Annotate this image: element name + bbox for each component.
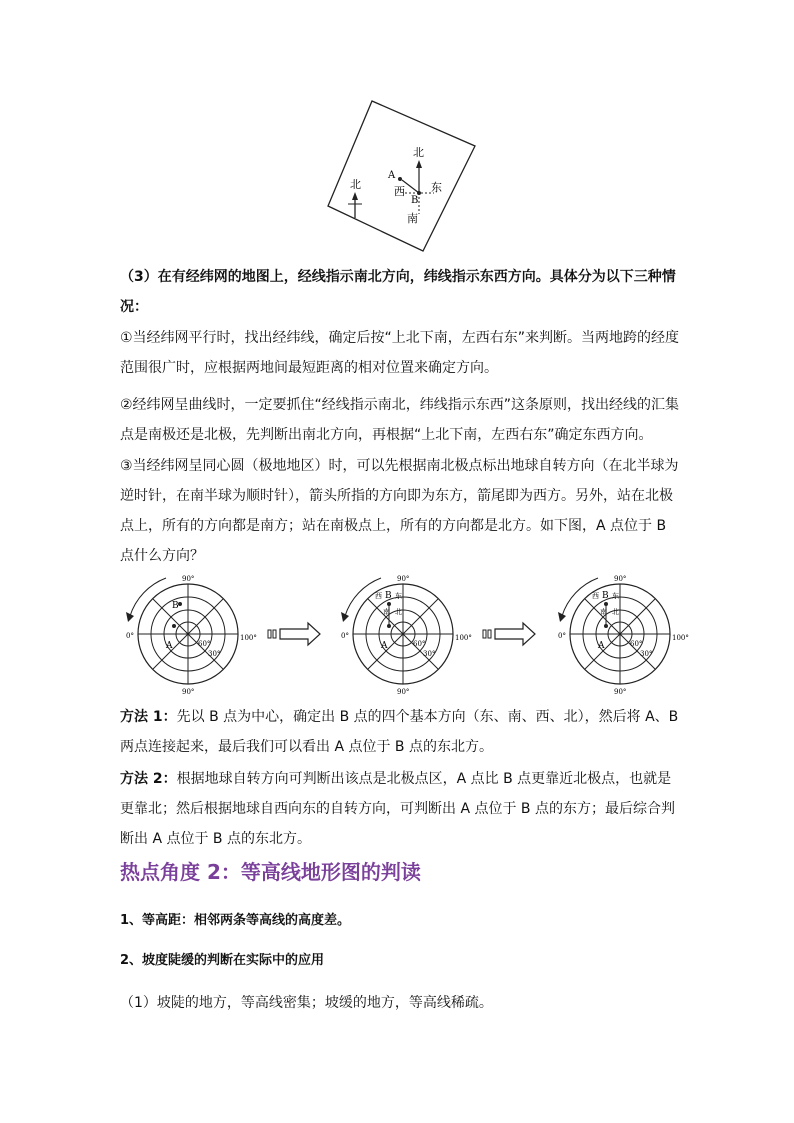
lon30-label: 30° (640, 650, 653, 658)
b-south-label: 南 (600, 608, 607, 616)
b-north-label: 北 (612, 608, 619, 616)
section-heading: 热点角度 2：等高线地形图的判读 (120, 860, 421, 884)
lon100-label: 100° (240, 634, 257, 642)
polar-diagram-2 (341, 575, 472, 696)
b-south-label: 南 (383, 608, 390, 616)
method-2 (120, 764, 680, 854)
lat90-bottom-label: 90° (182, 688, 195, 696)
lon100-label: 100° (672, 634, 689, 642)
lat90-top-label: 90° (397, 575, 410, 583)
subsection-1: 1、等高距：相邻两条等高线的高度差。 (120, 913, 351, 928)
lon0-label: 0° (126, 632, 134, 640)
lat90-bottom-label: 90° (397, 688, 410, 696)
item-3: （3）在有经纬网的地图上，经线指示南北方向，纬线指示东西方向。具体分为以下三种情况： (120, 269, 676, 315)
arrow-right-1 (268, 623, 320, 645)
lat90-top-label: 90° (182, 575, 195, 583)
item-parallel: ①当经纬网平行时，找出经纬线，确定后按“上北下南，左西右东”来判断。当两地跨的经度范围很广时，应根据两地间最短距离的相对位置来确定方向。 (120, 330, 680, 376)
arrow-right-2 (483, 623, 535, 645)
method-1 (120, 702, 680, 762)
lon30-label: 30° (208, 650, 221, 658)
lat90-top-label: 90° (614, 575, 627, 583)
subsection-2: 2、坡度陡缓的判断在实际中的应用 (120, 953, 325, 968)
map-direction-figure (320, 96, 480, 256)
polar-diagram-3 (558, 575, 689, 696)
lat90-bottom-label: 90° (614, 688, 627, 696)
point-a-label: A (166, 641, 173, 651)
point-a-label: A (388, 170, 396, 181)
lon30-label: 30° (423, 650, 436, 658)
lon0-label: 0° (558, 632, 566, 640)
b-north-label: 北 (395, 608, 402, 616)
east-label: 东 (431, 181, 442, 194)
b-east-label: 东 (395, 592, 402, 600)
subsection-2-item-1: （1）坡陡的地方，等高线密集；坡缓的地方，等高线稀疏。 (120, 995, 493, 1011)
point-a-label: A (381, 641, 388, 651)
north-label-left: 北 (350, 178, 361, 191)
polar-diagram-1 (126, 575, 257, 696)
point-b-label: B (411, 195, 419, 206)
point-b-label: B (172, 601, 179, 611)
point-b-label: B (385, 591, 392, 601)
method-2-label: 方法 2： (120, 771, 177, 787)
lon60-label: 60° (630, 640, 643, 648)
lon0-label: 0° (341, 632, 349, 640)
b-west-label: 西 (592, 592, 599, 600)
south-label: 南 (407, 212, 418, 225)
polar-diagrams-figure (118, 575, 690, 696)
lon60-label: 60° (413, 640, 426, 648)
item-circle: ③当经纬网呈同心圆（极地地区）时，可以先根据南北极点标出地球自转方向（在北半球为逆时针，在南半球为顺时针），箭头所指的方向即为东方，箭尾即为西方。另外，站在北极点上，所有的方向都是南方；站在南极点上，所有的方向都是北方。如下图，A 点位于 B 点什么方向？ (120, 458, 679, 564)
point-b-label: B (602, 591, 609, 601)
method-1-label: 方法 1： (120, 709, 177, 725)
north-label-top: 北 (413, 146, 424, 159)
lon100-label: 100° (455, 634, 472, 642)
point-a-label: A (598, 641, 605, 651)
method-2-text: 根据地球自转方向可判断出该点是北极点区，A 点比 B 点更靠近北极点，也就是更靠北；然后根据地球自西向东的自转方向，可判断出 A 点位于 B 点的东方；最后综合判断出 A 点位于 B 点的东北方。 (120, 771, 675, 847)
b-west-label: 西 (375, 592, 382, 600)
b-east-label: 东 (612, 592, 619, 600)
west-label: 西 (394, 185, 405, 198)
method-1-text: 先以 B 点为中心，确定出 B 点的四个基本方向（东、南、西、北），然后将 A、B 两点连接起来，最后我们可以看出 A 点位于 B 点的东北方。 (120, 709, 679, 755)
item-curve: ②经纬网呈曲线时，一定要抓住“经线指示南北，纬线指示东西”这条原则，找出经线的汇集点是南极还是北极，先判断出南北方向，再根据“上北下南，左西右东”确定东西方向。 (120, 397, 680, 443)
lon60-label: 60° (198, 640, 211, 648)
